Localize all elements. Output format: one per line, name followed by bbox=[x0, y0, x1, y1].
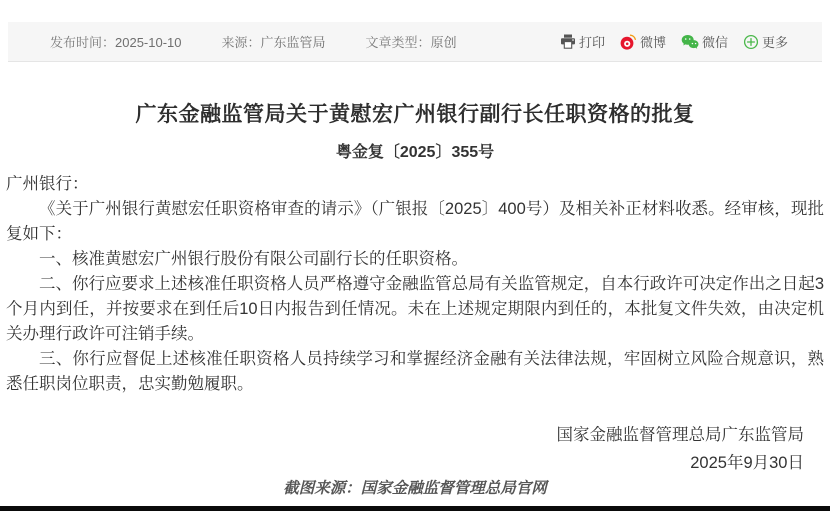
paragraph-item-1: 一、核准黄慰宏广州银行股份有限公司副行长的任职资格。 bbox=[39, 250, 468, 268]
issuing-authority: 国家金融监督管理总局广东监管局 bbox=[556, 426, 804, 444]
wechat-share-button[interactable] bbox=[681, 32, 728, 51]
paragraph-item-3: 三、你行应督促上述核准任职资格人员持续学习和掌握经济金融有关法律法规，牢固树立风险合规意识，熟悉任职岗位职责，忠实勤勉履职。 bbox=[6, 350, 824, 393]
document-body bbox=[6, 172, 824, 397]
weibo-label: 微博 bbox=[639, 35, 666, 50]
publish-time-value: 2025-10-10 bbox=[115, 35, 182, 50]
weibo-icon bbox=[620, 34, 637, 50]
print-button[interactable] bbox=[560, 32, 605, 51]
publish-time-label: 发布时间： bbox=[50, 35, 116, 50]
document-number: 粤金复〔2025〕355号 bbox=[335, 144, 495, 161]
more-share-button[interactable] bbox=[743, 32, 788, 51]
share-actions bbox=[560, 32, 788, 51]
wechat-label: 微信 bbox=[701, 35, 728, 50]
article-type-value: 原创 bbox=[430, 35, 457, 50]
more-icon bbox=[743, 34, 759, 50]
printer-icon bbox=[560, 34, 576, 49]
issue-date: 2025年9月30日 bbox=[690, 454, 804, 472]
document-title: 广东金融监管局关于黄慰宏广州银行副行长任职资格的批复 bbox=[135, 103, 695, 127]
wechat-icon bbox=[681, 34, 699, 50]
print-label: 打印 bbox=[578, 35, 605, 50]
publish-time bbox=[50, 32, 182, 51]
screenshot-source-caption: 截图来源：国家金融监督管理总局官网 bbox=[283, 480, 547, 497]
weibo-share-button[interactable] bbox=[620, 32, 666, 51]
meta-bar bbox=[8, 22, 822, 62]
paragraph-item-2: 二、你行应要求上述核准任职资格人员严格遵守金融监管总局有关监管规定，自本行政许可决定作出之日起3个月内到任，并按要求在到任后10日内报告到任情况。未在上述规定期限内到任的，本批复文件失效，由决定机关办理行政许可注销手续。 bbox=[6, 275, 824, 343]
paragraph-intro: 《关于广州银行黄慰宏任职资格审查的请示》（广银报〔2025〕400号）及相关补正材料收悉。经审核，现批复如下： bbox=[6, 200, 824, 243]
article-type bbox=[366, 32, 457, 51]
article-type-label: 文章类型： bbox=[365, 35, 431, 50]
salutation: 广州银行： bbox=[6, 175, 89, 193]
bottom-border-line bbox=[0, 506, 830, 511]
signature-block bbox=[0, 421, 804, 477]
source-label: 来源： bbox=[221, 35, 261, 50]
source-value: 广东监管局 bbox=[260, 35, 326, 50]
more-label: 更多 bbox=[761, 35, 788, 50]
article-source bbox=[222, 32, 326, 51]
